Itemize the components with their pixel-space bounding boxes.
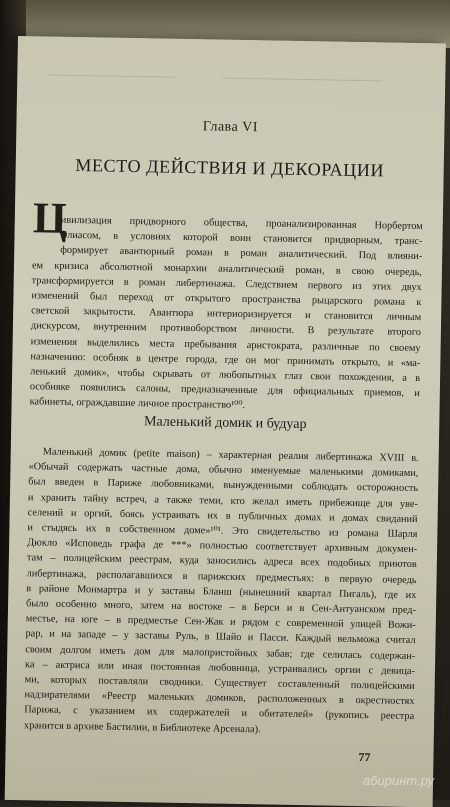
section-paragraph — [24, 444, 419, 740]
text-line: был введен в Париже любовниками, вынужденными соблюдать осторожность — [28, 476, 419, 495]
text-line: и хранить тайну встреч, а также теми, кто желал иметь прибежище для уве- — [27, 491, 418, 510]
text-line: своим долгом иметь дом для малопристойных забав; где селилась содержан- — [25, 643, 416, 662]
text-line: изменения выделились места пребывания аристократа, различные по своему — [30, 335, 421, 354]
page-number: 77 — [358, 750, 371, 765]
chapter-label: Глава VI — [202, 119, 259, 136]
text-line: Элиасом, в условиях которой воин становится придворным, транс- — [60, 229, 423, 248]
bleed-through-line — [47, 75, 177, 78]
text-line: ленький домик», чтобы скрывать от любопытных глаз свои похождения, а в — [30, 366, 421, 385]
text-line: кабинеты, ограждавшие личное пространство¹⁰⁰. — [29, 396, 246, 412]
text-line: было особенно много, затем на востоке – в Берси и в Сен-Антуанском пред- — [25, 598, 417, 617]
book-page — [5, 36, 446, 807]
watermark: абиринт.ру — [363, 773, 434, 788]
text-line: формирует авантюрный роман в роман аналитический. Под влияни- — [60, 245, 423, 263]
text-line: изменений был переход от открытого пространства рыцарского романа к — [31, 290, 422, 309]
text-line: ивилизация придворного общества, проанализированная Норбертом — [60, 214, 423, 233]
bleed-through-line — [222, 78, 382, 82]
text-line: ка – актриса или иная постоянная любовница, устраивались оргии с девица- — [24, 659, 416, 677]
text-line: и стыдясь их в собственном доме»¹⁰¹. Это свидетельство из романа Шарля — [27, 522, 418, 541]
intro-paragraph — [29, 212, 422, 416]
section-heading: Маленький домик и будуар — [143, 414, 307, 433]
text-line: Парижа, с указанием их содержателей и обитателей» (рукопись реестра — [24, 704, 415, 723]
text-line: ем кризиса абсолютной монархии аналитический роман, в свою очередь, — [31, 259, 423, 278]
text-line: рар, и на западе – у заставы Руль, в Шайо и Пасси. Каждый вельможа считал — [25, 628, 416, 647]
text-line: хранится в архиве Бастилии, в Библиотеке Арсенала). — [23, 719, 261, 735]
text-line: особняке появились салоны, предназначенные для официальных приемов, и — [29, 381, 420, 400]
text-line: местье, на юге – в предместье Сен-Жак и рядом с современной улицей Вожи- — [25, 613, 416, 632]
text-line: «Обычай содержать частные дома, обычно именуемые маленькими домиками, — [28, 461, 419, 480]
text-line: в районе Монмартра и у заставы Бланш (нынешний квартал Пигаль), где их — [26, 583, 417, 601]
text-line: трансформируется в роман либертинажа. Следствием первого из этих двух — [31, 275, 422, 293]
text-line: Дюкло «Исповедь графа де ***» полностью соответствует архивным докумен- — [27, 537, 418, 556]
text-line: там – полицейским реестрам, куда заносились адреса всех подобных приютов — [26, 552, 417, 571]
text-line: ми, которых поставляли сводники. Существует составленный полицейскими — [24, 674, 415, 693]
chapter-title: МЕСТО ДЕЙСТВИЯ И ДЕКОРАЦИИ — [75, 155, 385, 181]
text-line: Маленький домик (petite maison) – характерная реалия либертинажа XVIII в. — [42, 446, 419, 465]
text-line: светской закрытости. Авантюра интериоризируется и становится личным — [31, 305, 422, 324]
text-line: дискурсом, внутренним противоборством личности. В результате второго — [30, 320, 421, 339]
drop-cap: Ц — [32, 193, 68, 243]
text-line: надзирателями «Реестр маленьких домиков, расположенных в окрестностях — [24, 689, 415, 708]
text-line: либертинажа, располагавшихся в парижских предместьях: в первую очередь — [26, 567, 417, 586]
text-line: назначению: особняк в центре города, где он мог принимать открыто, и «ма- — [30, 351, 421, 369]
text-line: селений и оргий, боясь устраивать их в публичных домах и домах свиданий — [27, 507, 418, 525]
